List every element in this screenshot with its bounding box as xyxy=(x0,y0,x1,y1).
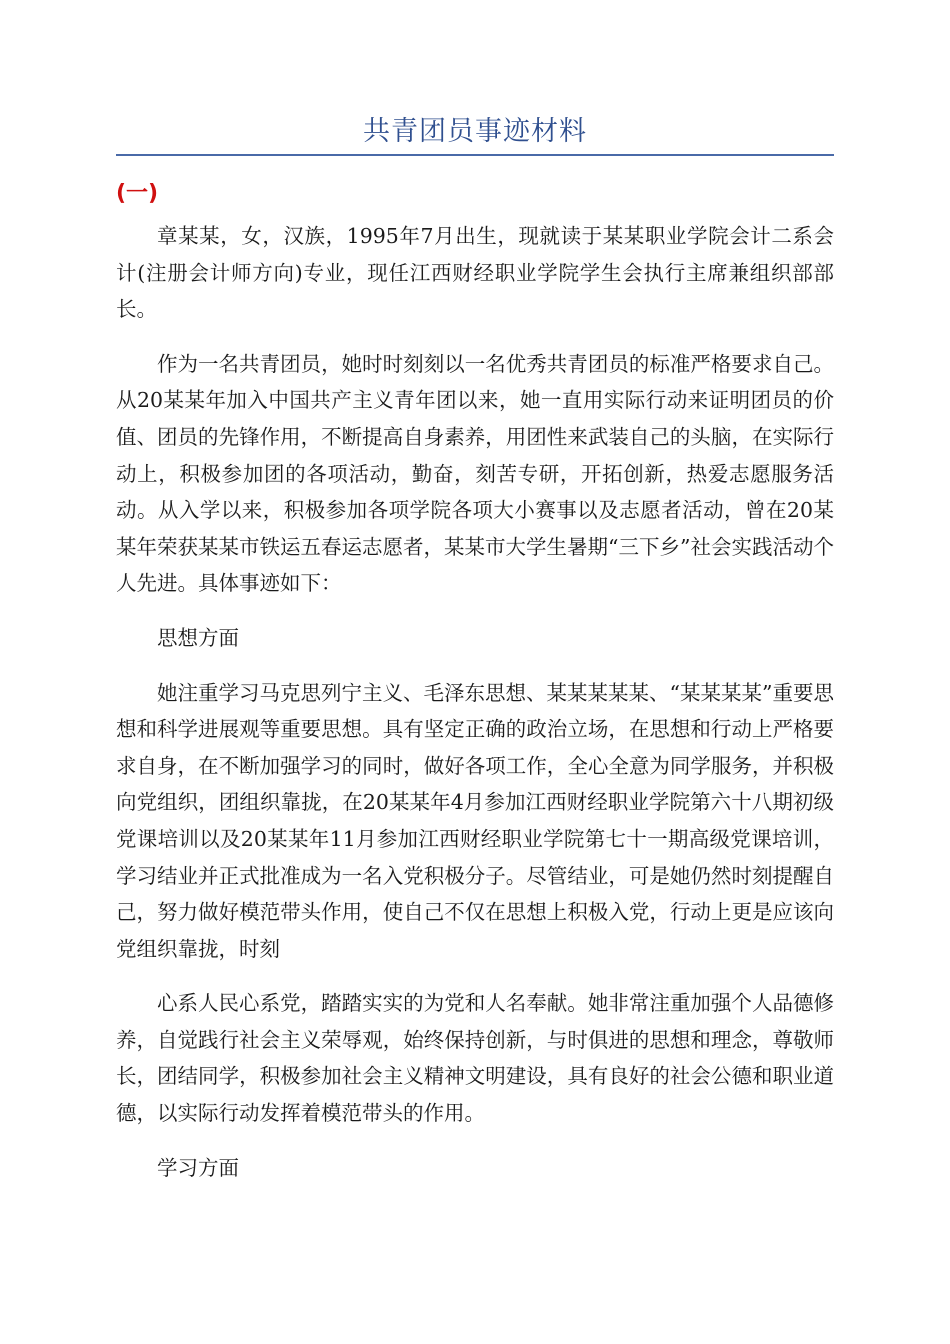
paragraph-thought: 她注重学习马克思列宁主义、毛泽东思想、某某某某某、“某某某某”重要思想和科学进展观等重要思想。具有坚定正确的政治立场，在思想和行动上严格要求自身，在不断加强学习的同时，做好各项工作，全心全意为同学服务，并积极向党组织，团组织靠拢，在20某某年4月参加江西财经职业学院第六十八期初级党课培训以及20某某年11月参加江西财经职业学院第七十一期高级党课培训，学习结业并正式批准成为一名入党积极分子。尽管结业，可是她仍然时刻提醒自己，努力做好模范带头作用，使自己不仅在思想上积极入党，行动上更是应该向党组织靠拢，时刻 xyxy=(116,680,834,961)
subheading-thought: 思想方面 xyxy=(157,625,239,650)
document-body xyxy=(116,218,834,1204)
paragraph-thought-continued: 心系人民心系党，踏踏实实的为党和人名奉献。她非常注重加强个人品德修养，自觉践行社会主义荣辱观，始终保持创新，与时俱进的思想和理念，尊敬师长，团结同学，积极参加社会主义精神文明建设，具有良好的社会公德和职业道德，以实际行动发挥着模范带头的作用。 xyxy=(116,991,834,1126)
page-title: 共青团员事迹材料 xyxy=(363,116,587,147)
section-heading: (一) xyxy=(116,181,159,206)
subheading-study: 学习方面 xyxy=(157,1155,239,1180)
paragraph-intro: 章某某，女，汉族，1995年7月出生，现就读于某某职业学院会计二系会计(注册会计师方向)专业，现任江西财经职业学院学生会执行主席兼组织部部长。 xyxy=(116,224,834,322)
paragraph-overview: 作为一名共青团员，她时时刻刻以一名优秀共青团员的标准严格要求自己。从20某某年加入中国共产主义青年团以来，她一直用实际行动来证明团员的价值、团员的先锋作用，不断提高自身素养，用团性来武装自己的头脑，在实际行动上，积极参加团的各项活动，勤奋，刻苦专研，开拓创新，热爱志愿服务活动。从入学以来，积极参加各项学院各项大小赛事以及志愿者活动，曾在20某某年荣获某某市铁运五春运志愿者，某某市大学生暑期“三下乡”社会实践活动个人先进。具体事迹如下： xyxy=(116,351,834,596)
title-divider xyxy=(116,154,834,156)
